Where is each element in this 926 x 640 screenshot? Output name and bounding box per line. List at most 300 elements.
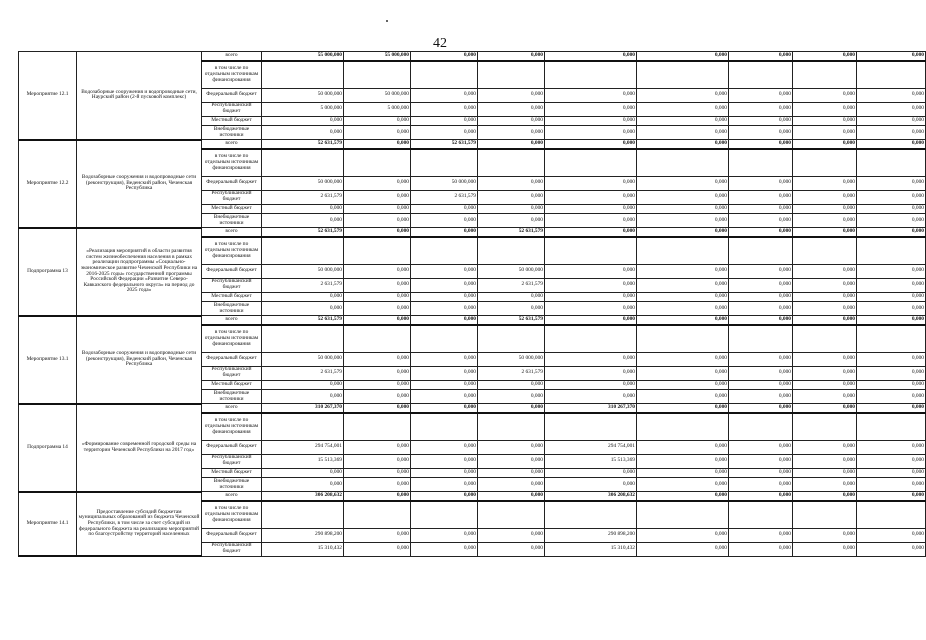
- amount-cell: 0,000: [857, 468, 926, 478]
- amount-cell: 0,000: [545, 214, 637, 228]
- amount-cell: 0,000: [857, 228, 926, 238]
- amount-cell: 0,000: [545, 302, 637, 316]
- budget-table-body: [19, 52, 926, 557]
- amount-cell: 0,000: [411, 278, 478, 292]
- program-code-cell: Подпрограмма 13: [19, 228, 77, 316]
- funding-source-cell: Местный бюджет: [202, 292, 262, 302]
- amount-cell: 0,000: [411, 380, 478, 390]
- amount-cell: 0,000: [637, 176, 729, 190]
- amount-cell: 50 000,000: [262, 352, 344, 366]
- amount-cell: 0,000: [344, 366, 411, 380]
- amount-cell: 0,000: [411, 292, 478, 302]
- program-code-cell: Мероприятие 14.1: [19, 492, 77, 557]
- amount-cell: 0,000: [793, 454, 857, 468]
- amount-cell: 0,000: [411, 478, 478, 492]
- table-row: [19, 228, 926, 238]
- amount-cell: 0,000: [729, 542, 793, 556]
- funding-source-cell: Местный бюджет: [202, 468, 262, 478]
- amount-cell: 0,000: [729, 190, 793, 204]
- amount-cell: 0,000: [344, 468, 411, 478]
- amount-cell: 0,000: [857, 264, 926, 278]
- amount-cell: [857, 325, 926, 352]
- amount-cell: [545, 237, 637, 264]
- amount-cell: 0,000: [857, 140, 926, 150]
- amount-cell: 0,000: [857, 292, 926, 302]
- amount-cell: 0,000: [545, 478, 637, 492]
- amount-cell: 0,000: [793, 366, 857, 380]
- funding-source-cell: в том числе по отдельным источникам финансирования: [202, 413, 262, 440]
- amount-cell: 0,000: [793, 316, 857, 326]
- amount-cell: 52 631,579: [262, 140, 344, 150]
- amount-cell: 0,000: [478, 380, 545, 390]
- amount-cell: 0,000: [793, 204, 857, 214]
- amount-cell: 0,000: [344, 390, 411, 404]
- amount-cell: 0,000: [637, 454, 729, 468]
- amount-cell: 0,000: [729, 440, 793, 454]
- amount-cell: [344, 325, 411, 352]
- amount-cell: 0,000: [729, 352, 793, 366]
- amount-cell: [262, 501, 344, 528]
- amount-cell: 0,000: [545, 102, 637, 116]
- amount-cell: 0,000: [637, 468, 729, 478]
- amount-cell: 0,000: [857, 316, 926, 326]
- amount-cell: 0,000: [637, 214, 729, 228]
- amount-cell: 0,000: [411, 302, 478, 316]
- funding-source-cell: Внебюджетные источники: [202, 478, 262, 492]
- amount-cell: 0,000: [545, 352, 637, 366]
- amount-cell: 0,000: [793, 126, 857, 140]
- amount-cell: [637, 325, 729, 352]
- amount-cell: 0,000: [637, 542, 729, 556]
- amount-cell: 0,000: [478, 302, 545, 316]
- amount-cell: 0,000: [793, 264, 857, 278]
- amount-cell: 0,000: [478, 102, 545, 116]
- funding-source-cell: в том числе по отдельным источникам финансирования: [202, 501, 262, 528]
- funding-source-cell: Федеральный бюджет: [202, 440, 262, 454]
- amount-cell: 0,000: [545, 468, 637, 478]
- amount-cell: 0,000: [545, 52, 637, 62]
- amount-cell: 0,000: [793, 228, 857, 238]
- amount-cell: 0,000: [793, 404, 857, 414]
- amount-cell: 0,000: [478, 528, 545, 542]
- amount-cell: 0,000: [637, 102, 729, 116]
- amount-cell: 0,000: [262, 390, 344, 404]
- program-code-cell: Мероприятие 12.2: [19, 140, 77, 228]
- amount-cell: 15 310,432: [545, 542, 637, 556]
- funding-source-cell: всего: [202, 140, 262, 150]
- amount-cell: 0,000: [411, 116, 478, 126]
- program-code-cell: Мероприятие 13.1: [19, 316, 77, 404]
- amount-cell: 52 631,579: [411, 140, 478, 150]
- amount-cell: [262, 149, 344, 176]
- amount-cell: 0,000: [793, 190, 857, 204]
- amount-cell: 0,000: [262, 468, 344, 478]
- amount-cell: 0,000: [857, 126, 926, 140]
- amount-cell: 0,000: [478, 204, 545, 214]
- amount-cell: 0,000: [545, 204, 637, 214]
- amount-cell: 2 631,579: [262, 278, 344, 292]
- program-name-cell: Предоставление субсидий бюджетам муниципальных образований из бюджета Чеченской Республики, в том числе за счет субсидий из федерального бюджета на реализацию мероприятий по благоустройству территорий населенных: [77, 492, 202, 557]
- amount-cell: 0,000: [411, 102, 478, 116]
- amount-cell: 294 754,001: [545, 440, 637, 454]
- amount-cell: 0,000: [857, 52, 926, 62]
- amount-cell: 0,000: [478, 468, 545, 478]
- funding-source-cell: в том числе по отдельным источникам финансирования: [202, 237, 262, 264]
- amount-cell: 0,000: [857, 352, 926, 366]
- amount-cell: 0,000: [344, 116, 411, 126]
- amount-cell: 0,000: [478, 126, 545, 140]
- amount-cell: [637, 413, 729, 440]
- amount-cell: 306 208,632: [545, 492, 637, 502]
- amount-cell: [478, 237, 545, 264]
- amount-cell: 0,000: [545, 88, 637, 102]
- amount-cell: [793, 237, 857, 264]
- amount-cell: 0,000: [793, 176, 857, 190]
- amount-cell: 0,000: [411, 316, 478, 326]
- amount-cell: 0,000: [729, 88, 793, 102]
- amount-cell: 0,000: [411, 204, 478, 214]
- amount-cell: 0,000: [545, 366, 637, 380]
- amount-cell: 0,000: [637, 528, 729, 542]
- amount-cell: 0,000: [637, 190, 729, 204]
- amount-cell: 0,000: [545, 126, 637, 140]
- amount-cell: 0,000: [344, 440, 411, 454]
- amount-cell: [793, 501, 857, 528]
- amount-cell: [857, 501, 926, 528]
- amount-cell: 0,000: [729, 214, 793, 228]
- amount-cell: 0,000: [729, 140, 793, 150]
- amount-cell: 0,000: [545, 278, 637, 292]
- amount-cell: 0,000: [411, 390, 478, 404]
- amount-cell: 0,000: [411, 228, 478, 238]
- amount-cell: 15 513,369: [262, 454, 344, 468]
- amount-cell: 0,000: [793, 102, 857, 116]
- amount-cell: 0,000: [793, 352, 857, 366]
- funding-source-cell: Внебюджетные источники: [202, 302, 262, 316]
- amount-cell: 0,000: [729, 468, 793, 478]
- amount-cell: [262, 61, 344, 88]
- amount-cell: 0,000: [478, 492, 545, 502]
- amount-cell: 0,000: [793, 390, 857, 404]
- amount-cell: 0,000: [637, 292, 729, 302]
- amount-cell: 0,000: [637, 140, 729, 150]
- amount-cell: 0,000: [545, 116, 637, 126]
- amount-cell: 5 000,000: [344, 102, 411, 116]
- amount-cell: [262, 325, 344, 352]
- budget-table: [18, 51, 926, 557]
- amount-cell: 0,000: [411, 352, 478, 366]
- amount-cell: 50 000,000: [478, 352, 545, 366]
- amount-cell: 0,000: [729, 380, 793, 390]
- amount-cell: 0,000: [857, 366, 926, 380]
- amount-cell: 0,000: [857, 102, 926, 116]
- funding-source-cell: в том числе по отдельным источникам финансирования: [202, 149, 262, 176]
- amount-cell: [793, 149, 857, 176]
- amount-cell: 0,000: [478, 214, 545, 228]
- amount-cell: 0,000: [262, 478, 344, 492]
- amount-cell: [729, 237, 793, 264]
- amount-cell: 0,000: [793, 380, 857, 390]
- amount-cell: [545, 149, 637, 176]
- funding-source-cell: Местный бюджет: [202, 204, 262, 214]
- funding-source-cell: Республиканский бюджет: [202, 278, 262, 292]
- amount-cell: 0,000: [857, 454, 926, 468]
- funding-source-cell: всего: [202, 492, 262, 502]
- amount-cell: 0,000: [637, 126, 729, 140]
- amount-cell: 0,000: [857, 492, 926, 502]
- amount-cell: 0,000: [729, 264, 793, 278]
- amount-cell: 0,000: [637, 440, 729, 454]
- amount-cell: 0,000: [793, 542, 857, 556]
- program-code-cell: Подпрограмма 14: [19, 404, 77, 492]
- amount-cell: [478, 61, 545, 88]
- amount-cell: 0,000: [262, 380, 344, 390]
- amount-cell: 0,000: [729, 390, 793, 404]
- table-row: [19, 316, 926, 326]
- amount-cell: 0,000: [411, 440, 478, 454]
- amount-cell: 0,000: [262, 292, 344, 302]
- amount-cell: 0,000: [344, 278, 411, 292]
- funding-source-cell: Внебюджетные источники: [202, 214, 262, 228]
- amount-cell: 0,000: [793, 116, 857, 126]
- program-name-cell: Водозаборные сооружения и водопроводные сети, Наурский район (2-й пусковой комплекс): [77, 52, 202, 140]
- amount-cell: 0,000: [411, 214, 478, 228]
- amount-cell: [857, 149, 926, 176]
- amount-cell: 0,000: [411, 528, 478, 542]
- amount-cell: 0,000: [729, 492, 793, 502]
- amount-cell: 0,000: [857, 390, 926, 404]
- amount-cell: 0,000: [857, 302, 926, 316]
- amount-cell: 0,000: [793, 478, 857, 492]
- funding-source-cell: Федеральный бюджет: [202, 352, 262, 366]
- amount-cell: 52 631,579: [262, 316, 344, 326]
- amount-cell: 2 631,579: [262, 190, 344, 204]
- amount-cell: 0,000: [857, 116, 926, 126]
- amount-cell: 0,000: [411, 88, 478, 102]
- amount-cell: 0,000: [637, 88, 729, 102]
- amount-cell: 0,000: [729, 478, 793, 492]
- amount-cell: 50 000,000: [262, 176, 344, 190]
- amount-cell: 0,000: [344, 542, 411, 556]
- table-row: [19, 492, 926, 502]
- amount-cell: 0,000: [637, 404, 729, 414]
- amount-cell: 0,000: [344, 292, 411, 302]
- amount-cell: 0,000: [344, 176, 411, 190]
- amount-cell: 0,000: [478, 454, 545, 468]
- funding-source-cell: в том числе по отдельным источникам финансирования: [202, 61, 262, 88]
- table-row: [19, 140, 926, 150]
- funding-source-cell: Местный бюджет: [202, 380, 262, 390]
- amount-cell: 306 208,632: [262, 492, 344, 502]
- amount-cell: [411, 61, 478, 88]
- program-name-cell: Водозаборные сооружения и водопроводные сети (реконструкция), Веденский район, Чеченская Республика: [77, 140, 202, 228]
- amount-cell: [478, 149, 545, 176]
- amount-cell: 0,000: [729, 102, 793, 116]
- amount-cell: 0,000: [793, 302, 857, 316]
- amount-cell: 0,000: [793, 88, 857, 102]
- amount-cell: 0,000: [729, 204, 793, 214]
- amount-cell: 0,000: [344, 528, 411, 542]
- amount-cell: 50 000,000: [344, 88, 411, 102]
- amount-cell: [545, 413, 637, 440]
- amount-cell: [411, 325, 478, 352]
- funding-source-cell: Республиканский бюджет: [202, 454, 262, 468]
- amount-cell: [545, 61, 637, 88]
- program-name-cell: Водозаборные сооружения и водопроводные сети (реконструкция), Веденский район, Чеченская Республика: [77, 316, 202, 404]
- funding-source-cell: всего: [202, 228, 262, 238]
- amount-cell: 0,000: [478, 404, 545, 414]
- amount-cell: 0,000: [793, 292, 857, 302]
- amount-cell: 0,000: [411, 468, 478, 478]
- amount-cell: 0,000: [411, 542, 478, 556]
- amount-cell: 0,000: [262, 126, 344, 140]
- amount-cell: 0,000: [637, 52, 729, 62]
- funding-source-cell: Федеральный бюджет: [202, 176, 262, 190]
- amount-cell: 0,000: [857, 440, 926, 454]
- amount-cell: 52 631,579: [478, 228, 545, 238]
- amount-cell: 0,000: [793, 278, 857, 292]
- amount-cell: 0,000: [478, 140, 545, 150]
- amount-cell: 0,000: [478, 176, 545, 190]
- amount-cell: [344, 501, 411, 528]
- funding-source-cell: всего: [202, 316, 262, 326]
- amount-cell: 0,000: [262, 204, 344, 214]
- funding-source-cell: Республиканский бюджет: [202, 366, 262, 380]
- amount-cell: 0,000: [857, 542, 926, 556]
- amount-cell: [729, 501, 793, 528]
- amount-cell: 0,000: [478, 440, 545, 454]
- amount-cell: 0,000: [857, 214, 926, 228]
- funding-source-cell: Республиканский бюджет: [202, 190, 262, 204]
- amount-cell: [637, 501, 729, 528]
- amount-cell: 0,000: [857, 190, 926, 204]
- program-name-cell: «Формирование современной городской среды на территории Чеченской Республики на 2017 год»: [77, 404, 202, 492]
- amount-cell: [344, 413, 411, 440]
- amount-cell: [857, 61, 926, 88]
- amount-cell: 0,000: [637, 478, 729, 492]
- amount-cell: 0,000: [857, 528, 926, 542]
- amount-cell: 0,000: [729, 404, 793, 414]
- amount-cell: 290 898,200: [545, 528, 637, 542]
- funding-source-cell: Федеральный бюджет: [202, 88, 262, 102]
- amount-cell: 0,000: [637, 492, 729, 502]
- amount-cell: [729, 413, 793, 440]
- amount-cell: 50 000,000: [411, 176, 478, 190]
- amount-cell: 15 310,432: [262, 542, 344, 556]
- amount-cell: 2 631,579: [478, 278, 545, 292]
- amount-cell: 0,000: [545, 140, 637, 150]
- amount-cell: 0,000: [637, 264, 729, 278]
- amount-cell: [793, 61, 857, 88]
- amount-cell: [793, 413, 857, 440]
- amount-cell: 0,000: [793, 440, 857, 454]
- page-number: 42: [433, 36, 447, 51]
- amount-cell: [857, 237, 926, 264]
- amount-cell: 0,000: [857, 176, 926, 190]
- amount-cell: 0,000: [729, 228, 793, 238]
- amount-cell: 290 898,200: [262, 528, 344, 542]
- amount-cell: 0,000: [545, 264, 637, 278]
- amount-cell: 0,000: [411, 454, 478, 468]
- amount-cell: 0,000: [637, 366, 729, 380]
- amount-cell: [478, 325, 545, 352]
- amount-cell: 294 754,001: [262, 440, 344, 454]
- amount-cell: 0,000: [545, 316, 637, 326]
- amount-cell: 0,000: [411, 366, 478, 380]
- amount-cell: 0,000: [411, 52, 478, 62]
- amount-cell: 0,000: [478, 390, 545, 404]
- program-code-cell: Мероприятие 12.1: [19, 52, 77, 140]
- amount-cell: 0,000: [344, 264, 411, 278]
- amount-cell: 0,000: [344, 126, 411, 140]
- amount-cell: 0,000: [545, 228, 637, 238]
- amount-cell: [411, 237, 478, 264]
- funding-source-cell: Внебюджетные источники: [202, 126, 262, 140]
- amount-cell: 2 631,579: [411, 190, 478, 204]
- amount-cell: 0,000: [344, 478, 411, 492]
- amount-cell: [729, 325, 793, 352]
- amount-cell: 52 631,579: [262, 228, 344, 238]
- amount-cell: 5 000,000: [262, 102, 344, 116]
- amount-cell: 0,000: [478, 190, 545, 204]
- amount-cell: 0,000: [857, 278, 926, 292]
- amount-cell: [262, 237, 344, 264]
- amount-cell: 0,000: [344, 454, 411, 468]
- amount-cell: 0,000: [545, 190, 637, 204]
- amount-cell: 310 267,370: [545, 404, 637, 414]
- amount-cell: 0,000: [545, 176, 637, 190]
- amount-cell: 0,000: [857, 88, 926, 102]
- amount-cell: 0,000: [729, 126, 793, 140]
- amount-cell: 0,000: [545, 380, 637, 390]
- amount-cell: 0,000: [793, 52, 857, 62]
- amount-cell: 0,000: [262, 116, 344, 126]
- amount-cell: 0,000: [344, 380, 411, 390]
- amount-cell: 0,000: [545, 390, 637, 404]
- amount-cell: 0,000: [637, 390, 729, 404]
- amount-cell: 0,000: [729, 278, 793, 292]
- amount-cell: 2 631,579: [478, 366, 545, 380]
- amount-cell: 0,000: [344, 492, 411, 502]
- amount-cell: 0,000: [793, 492, 857, 502]
- amount-cell: 0,000: [344, 404, 411, 414]
- amount-cell: [793, 325, 857, 352]
- amount-cell: 52 631,579: [478, 316, 545, 326]
- amount-cell: 15 513,369: [545, 454, 637, 468]
- amount-cell: 50 000,000: [262, 264, 344, 278]
- table-row: [19, 52, 926, 62]
- amount-cell: 0,000: [793, 140, 857, 150]
- amount-cell: 0,000: [344, 214, 411, 228]
- amount-cell: 0,000: [478, 116, 545, 126]
- amount-cell: [729, 61, 793, 88]
- amount-cell: 55 000,000: [344, 52, 411, 62]
- table-row: [19, 404, 926, 414]
- amount-cell: [729, 149, 793, 176]
- amount-cell: 0,000: [637, 380, 729, 390]
- amount-cell: 0,000: [344, 140, 411, 150]
- amount-cell: 0,000: [793, 528, 857, 542]
- program-name-cell: «Реализация мероприятий в области развития систем жизнеобеспечения населения в рамках реализации подпрограммы «Социально-экономическое развитие Чеченской Республики на 2016-2025 годы» государственной программы Российской Федерации «Развитие Северо-Кавказского федерального округа» на период до 2025 года»: [77, 228, 202, 316]
- amount-cell: 50 000,000: [478, 264, 545, 278]
- amount-cell: 0,000: [857, 404, 926, 414]
- amount-cell: 0,000: [262, 302, 344, 316]
- amount-cell: 0,000: [344, 302, 411, 316]
- amount-cell: 0,000: [729, 116, 793, 126]
- funding-source-cell: Республиканский бюджет: [202, 102, 262, 116]
- amount-cell: 2 631,579: [262, 366, 344, 380]
- amount-cell: 0,000: [344, 204, 411, 214]
